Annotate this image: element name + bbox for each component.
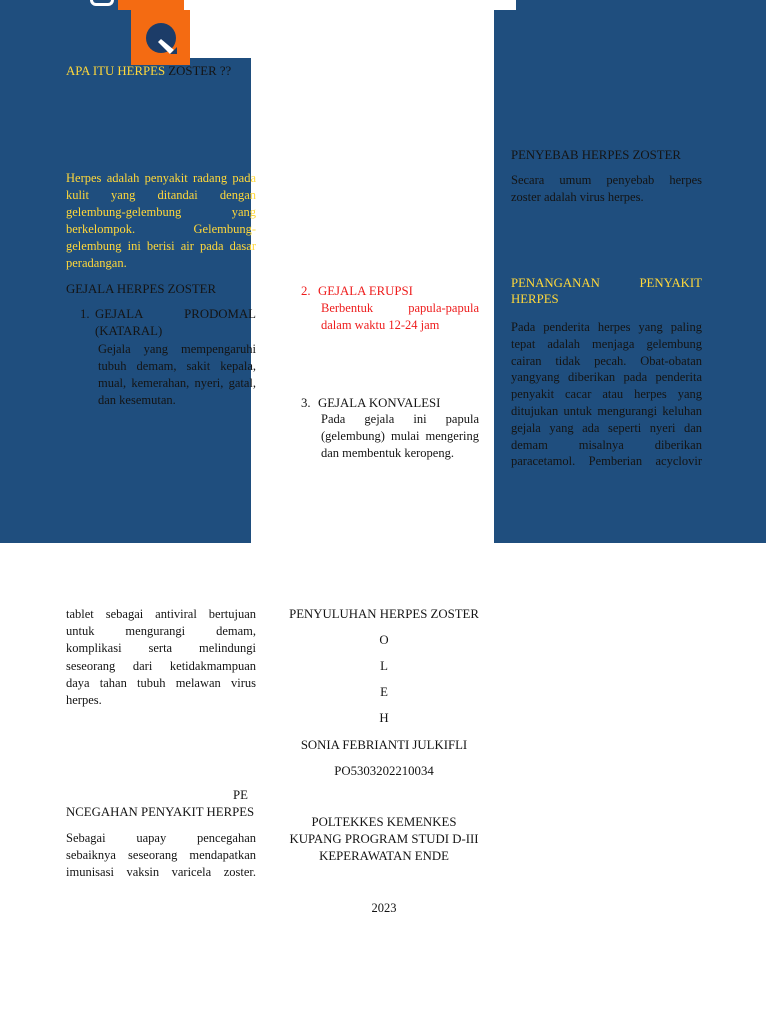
orange-badge	[131, 10, 190, 65]
symptom-2-description	[321, 300, 479, 334]
intro-line: gelembung ini berisi air pada dasar	[66, 239, 256, 253]
symptom-1-line: Gejala yang mempengaruhi	[98, 342, 256, 356]
symptoms-heading: GEJALA HERPES ZOSTER	[66, 282, 217, 296]
symptom-2-line: dalam waktu 12-24 jam	[321, 318, 440, 332]
treatment-line: demam misalnya diberikan	[511, 437, 702, 452]
logo-fragment	[90, 0, 114, 6]
intro-line: kulit yang ditandai dengan	[66, 188, 256, 202]
cause-line: Secara umum penyebab herpes	[511, 173, 702, 187]
treatment-continued-line: herpes.	[66, 693, 102, 708]
prevention-paragraph	[66, 830, 256, 881]
symptom-1-line: dan kesemutan.	[98, 393, 176, 407]
cover-by-letter: H	[379, 711, 389, 725]
symptom-2-number: 2.	[301, 284, 311, 298]
treatment-heading-line: PENANGANAN PENYAKIT	[511, 276, 702, 290]
treatment-continued-paragraph	[66, 606, 256, 709]
symptom-1-number: 1.	[80, 307, 90, 321]
treatment-line: gejala yang ada seperti nyeri dan	[511, 420, 702, 435]
cover-year: 2023	[371, 901, 397, 915]
intro-paragraph	[66, 170, 256, 272]
symptom-1-title-line: GEJALA PRODOMAL	[95, 307, 256, 321]
symptom-1-line: tubuh demam, sakit kepala,	[98, 359, 256, 373]
treatment-line: cairan tidak pecah. Obat-obatan	[511, 353, 702, 368]
prevention-line: Sebagai uapay pencegahan	[66, 831, 256, 845]
cover-author: SONIA FEBRIANTI JULKIFLI	[300, 738, 468, 752]
intro-line: peradangan.	[66, 256, 127, 270]
cover-institution-line: KEPERAWATAN ENDE	[319, 849, 449, 863]
cover-by-letter: O	[379, 633, 389, 647]
treatment-continued-line: untuk mengurangi demam,	[66, 624, 256, 639]
cover-institution-line: POLTEKKES KEMENKES	[311, 815, 457, 829]
treatment-line: paracetamol. Pemberian acyclovir	[511, 454, 702, 469]
cover-title: PENYULUHAN HERPES ZOSTER	[289, 607, 479, 621]
treatment-line: tepat adalah menjaga gelembung	[511, 336, 702, 351]
white-corner-block	[184, 0, 251, 58]
treatment-heading-line: HERPES	[511, 292, 559, 306]
intro-line: berkelompok. Gelembung-	[66, 222, 256, 236]
treatment-continued-line: tablet sebagai antiviral bertujuan	[66, 607, 256, 621]
symptom-1-description	[98, 341, 256, 409]
symptom-3-description	[321, 411, 479, 462]
intro-heading-highlight: APA ITU HERPES	[66, 64, 166, 78]
symptom-1-line: mual, kemerahan, nyeri, gatal,	[98, 376, 256, 390]
intro-heading-rest: ZOSTER ??	[168, 64, 232, 78]
treatment-line: yangyang diberikan pada penderita	[511, 370, 702, 385]
intro-line: Herpes adalah penyakit radang pada	[66, 171, 256, 185]
cause-heading: PENYEBAB HERPES ZOSTER	[511, 148, 681, 162]
symptom-3-number: 3.	[301, 396, 311, 410]
treatment-line: penyakit cacar atau herpes yang	[511, 387, 702, 402]
cause-line: zoster adalah virus herpes.	[511, 190, 644, 204]
intro-heading	[66, 63, 231, 80]
treatment-continued-line: daya tahan tubuh melawan virus	[66, 675, 256, 690]
prevention-heading-part-2: NCEGAHAN PENYAKIT HERPES	[66, 805, 255, 819]
cover-institution-line: KUPANG PROGRAM STUDI D-III	[289, 832, 479, 846]
symptom-3-line: Pada gejala ini papula	[321, 412, 479, 426]
symptom-1-title	[95, 306, 256, 340]
symptom-3-title: GEJALA KONVALESI	[318, 396, 441, 410]
prevention-line: sebaiknya seseorang mendapatkan	[66, 848, 256, 862]
prevention-heading-part-1: PE	[233, 788, 248, 802]
cover-by-letter: E	[380, 685, 388, 699]
q-circle-icon	[131, 10, 190, 65]
treatment-paragraph	[511, 319, 702, 470]
prevention-line: imunisasi vaksin varicela zoster.	[66, 865, 256, 879]
symptom-3-line: dan membentuk keropeng.	[321, 446, 454, 460]
treatment-continued-line: seseorang dari ketidakmampuan	[66, 658, 256, 673]
cover-student-id: PO5303202210034	[334, 764, 434, 778]
cause-paragraph	[511, 172, 702, 206]
white-top-bar	[251, 0, 516, 10]
symptom-2-title: GEJALA ERUPSI	[318, 284, 413, 298]
symptom-3-line: (gelembung) mulai mengering	[321, 429, 479, 443]
treatment-heading	[511, 275, 702, 307]
treatment-continued-line: komplikasi serta melindungi	[66, 641, 256, 656]
cover-by-letter: L	[380, 659, 388, 673]
treatment-line: Pada penderita herpes yang paling	[511, 320, 702, 334]
symptom-2-line: Berbentuk papula-papula	[321, 301, 479, 315]
orange-top-bar	[118, 0, 184, 10]
symptom-1-title-line: (KATARAL)	[95, 324, 163, 338]
treatment-line: ditujukan untuk mengurangi keluhan	[511, 403, 702, 418]
intro-line: gelembung-gelembung yang	[66, 205, 256, 219]
